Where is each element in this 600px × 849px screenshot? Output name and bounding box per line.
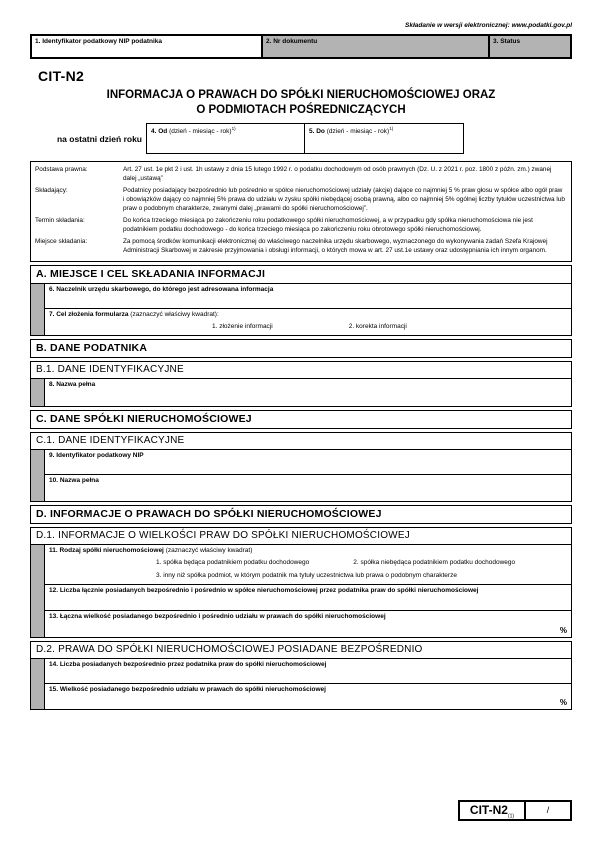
- footer-form-code-sub: (1): [507, 813, 515, 820]
- date-from-footnote: 1): [231, 126, 236, 132]
- section-a-body: [30, 284, 572, 336]
- footer-page-number: /: [546, 805, 550, 815]
- document-number-field: [263, 36, 490, 57]
- section-a-header: A. MIEJSCE I CEL SKŁADANIA INFORMACJI: [30, 265, 572, 284]
- status-field: [490, 36, 570, 57]
- date-from-label: 4. Od: [151, 128, 168, 136]
- field-7-purpose: [45, 309, 571, 335]
- period-dates-box: [146, 123, 464, 154]
- section-b1-body: [30, 379, 572, 407]
- period-label: na ostatni dzień roku: [56, 133, 142, 144]
- option-korekta-informacji[interactable]: 2. korekta informacji: [348, 323, 407, 331]
- field-11-company-type: [45, 545, 571, 585]
- section-d2-body: [30, 659, 572, 710]
- form-title: [30, 88, 572, 118]
- date-to-label: 5. Do: [309, 128, 325, 136]
- section-b1-header: B.1. DANE IDENTYFIKACYJNE: [30, 361, 572, 379]
- place-label: Miejsce składania:: [35, 238, 88, 246]
- field-11-label: 11. Rodzaj spółki nieruchomościowej (zaznaczyć właściwy kwadrat): [49, 547, 253, 555]
- section-c-header: C. DANE SPÓŁKI NIERUCHOMOŚCIOWEJ: [30, 410, 572, 429]
- field-12-label: 12. Liczba łącznie posiadanych bezpośrednio i pośrednio w spółce nieruchomościowej przez podatnika praw do spółki nieruchomościowej: [49, 587, 479, 595]
- place-text: Za pomocą środków komunikacji elektronicznej do właściwego naczelnika urzędu skarbowego, wyznaczonego do wykonywania zadań Szefa Krajowej Administracji Skarbowej w zakresie przyjmowania i obsługi informacji, o których mowa w art. 27 ust.1e ustawy oraz udostępniania ich innym organom.: [123, 238, 548, 255]
- legal-info-box: [30, 161, 572, 262]
- field-14-direct-rights-count[interactable]: [45, 659, 571, 684]
- field-7-label: 7. Cel złożenia formularza (zaznaczyć właściwy kwadrat):: [49, 311, 219, 319]
- date-from-hint: (dzień - miesiąc - rok): [169, 128, 232, 136]
- nip-field-label: 1. Identyfikator podatkowy NIP podatnika: [35, 38, 163, 45]
- footer-form-code: CIT-$N2_{(1)}$: [460, 802, 526, 819]
- option-company-non-taxpayer[interactable]: 2. spółka niebędąca podatnikiem podatku dochodowego: [353, 559, 516, 567]
- section-b-header: B. DANE PODATNIKA: [30, 339, 572, 358]
- field-15-percent-sign: %: [559, 698, 567, 708]
- field-7-hint: (zaznaczyć właściwy kwadrat):: [130, 311, 219, 319]
- form-code: CIT-N2: [38, 68, 85, 84]
- option-company-taxpayer[interactable]: 1. spółka będąca podatnikiem podatku dochodowego: [156, 559, 310, 567]
- field-8-full-name[interactable]: [45, 379, 571, 406]
- footer-page-box: [458, 800, 572, 821]
- field-13-percent-sign: %: [559, 626, 567, 636]
- field-11-hint: (zaznaczyć właściwy kwadrat): [165, 547, 253, 555]
- option-zlozenie-informacji[interactable]: 1. złożenie informacji: [212, 323, 273, 331]
- field-9-label: 9. Identyfikator podatkowy NIP: [49, 452, 144, 460]
- date-to-footnote: 1): [389, 126, 394, 132]
- section-d2-header: D.2. PRAWA DO SPÓŁKI NIERUCHOMOŚCIOWEJ POSIADANE BEZPOŚREDNIO: [30, 641, 572, 659]
- section-d1-body: [30, 545, 572, 638]
- deadline-text: Do końca trzeciego miesiąca po zakończeniu roku podatkowego spółki nieruchomościowej, a w przypadku gdy spółka nieruchomościowa nie jest podatnikiem podatku dochodowego - do końca trzeciego miesiąca po zakończeniu roku obrotowego spółki nieruchomościowej.: [123, 217, 533, 234]
- section-a-stripe: [31, 284, 44, 335]
- status-label: 3. Status: [493, 38, 521, 45]
- reporting-period-row: [30, 123, 572, 154]
- field-13-total-share-percent[interactable]: [45, 611, 571, 637]
- option-other-entity[interactable]: 3. inny niż spółka podmiot, w którym podatnik ma tytuły uczestnictwa lub prawa o podobnym charakterze: [156, 572, 457, 580]
- section-d-header: D. INFORMACJE O PRAWACH DO SPÓŁKI NIERUCHOMOŚCIOWEJ: [30, 505, 572, 524]
- field-6-tax-office[interactable]: [45, 284, 571, 309]
- date-to-hint: (dzień - miesiąc - rok): [326, 128, 390, 136]
- filers-text: Podatnicy posiadający bezpośrednio lub pośrednio w spółce nieruchomościowej udziały (akcje) dające co najmniej 5 % praw głosu w spółce albo ogół praw i obowiązków dający co najmniej 5% prawa do udziału w zysku spółki niebędącej osobą prawną, albo co najmniej 5% ogólnej liczby tytułów uczestnictwa lub praw o podobnym charakterze, zwanymi dalej „prawami do spółki nieruchomościowej”.: [123, 187, 565, 213]
- field-8-label: 8. Nazwa pełna: [49, 381, 96, 389]
- deadline-label: Termin składania:: [35, 217, 85, 225]
- date-from-field[interactable]: [147, 124, 305, 153]
- section-b1-stripe: [31, 379, 44, 406]
- form-title-line2: O PODMIOTACH POŚREDNICZĄCYCH: [196, 104, 406, 117]
- section-c1-body: [30, 450, 572, 502]
- section-d1-stripe: [31, 545, 44, 637]
- form-title-line1: INFORMACJA O PRAWACH DO SPÓŁKI NIERUCHOMOŚCIOWEJ ORAZ: [106, 89, 496, 101]
- field-6-label: 6. Naczelnik urzędu skarbowego, do którego jest adresowana informacja: [49, 286, 274, 294]
- field-13-label: 13. Łączna wielkość posiadanego bezpośrednio i pośrednio udziału w prawach do spółki nieruchomościowej: [49, 613, 386, 621]
- legal-basis-text: Art. 27 ust. 1e pkt 2 i ust. 1h ustawy z dnia 15 lutego 1992 r. o podatku dochodowym od osób prawnych (Dz. U. z 2021 r. poz. 1800 z późn. zm.) zwanej dalej „ustawą”: [123, 166, 552, 183]
- date-to-field[interactable]: [305, 124, 463, 153]
- legal-basis-label: Podstawa prawna:: [35, 166, 88, 174]
- identification-header-row: [30, 34, 572, 59]
- section-c1-stripe: [31, 450, 44, 501]
- field-12-total-rights-count[interactable]: [45, 585, 571, 611]
- nip-field[interactable]: [32, 36, 263, 57]
- section-c1-header: C.1. DANE IDENTYFIKACYJNE: [30, 432, 572, 450]
- section-d2-stripe: [31, 659, 44, 709]
- section-d1-header: D.1. INFORMACJE O WIELKOŚCI PRAW DO SPÓŁKI NIERUCHOMOŚCIOWEJ: [30, 527, 572, 545]
- field-9-company-nip[interactable]: [45, 450, 571, 475]
- field-15-label: 15. Wielkość posiadanego bezpośrednio udziału w prawach do spółki nieruchomościowej: [49, 686, 326, 694]
- field-14-label: 14. Liczba posiadanych bezpośrednio przez podatnika praw do spółki nieruchomościowej: [49, 661, 327, 669]
- field-15-direct-share-percent[interactable]: [45, 684, 571, 709]
- field-10-label: 10. Nazwa pełna: [49, 477, 99, 485]
- field-10-company-full-name[interactable]: [45, 475, 571, 501]
- document-number-label: 2. Nr dokumentu: [266, 38, 318, 45]
- filers-label: Składający:: [35, 187, 68, 195]
- e-filing-note: Składanie w wersji elektronicznej: www.podatki.gov.pl: [405, 22, 572, 29]
